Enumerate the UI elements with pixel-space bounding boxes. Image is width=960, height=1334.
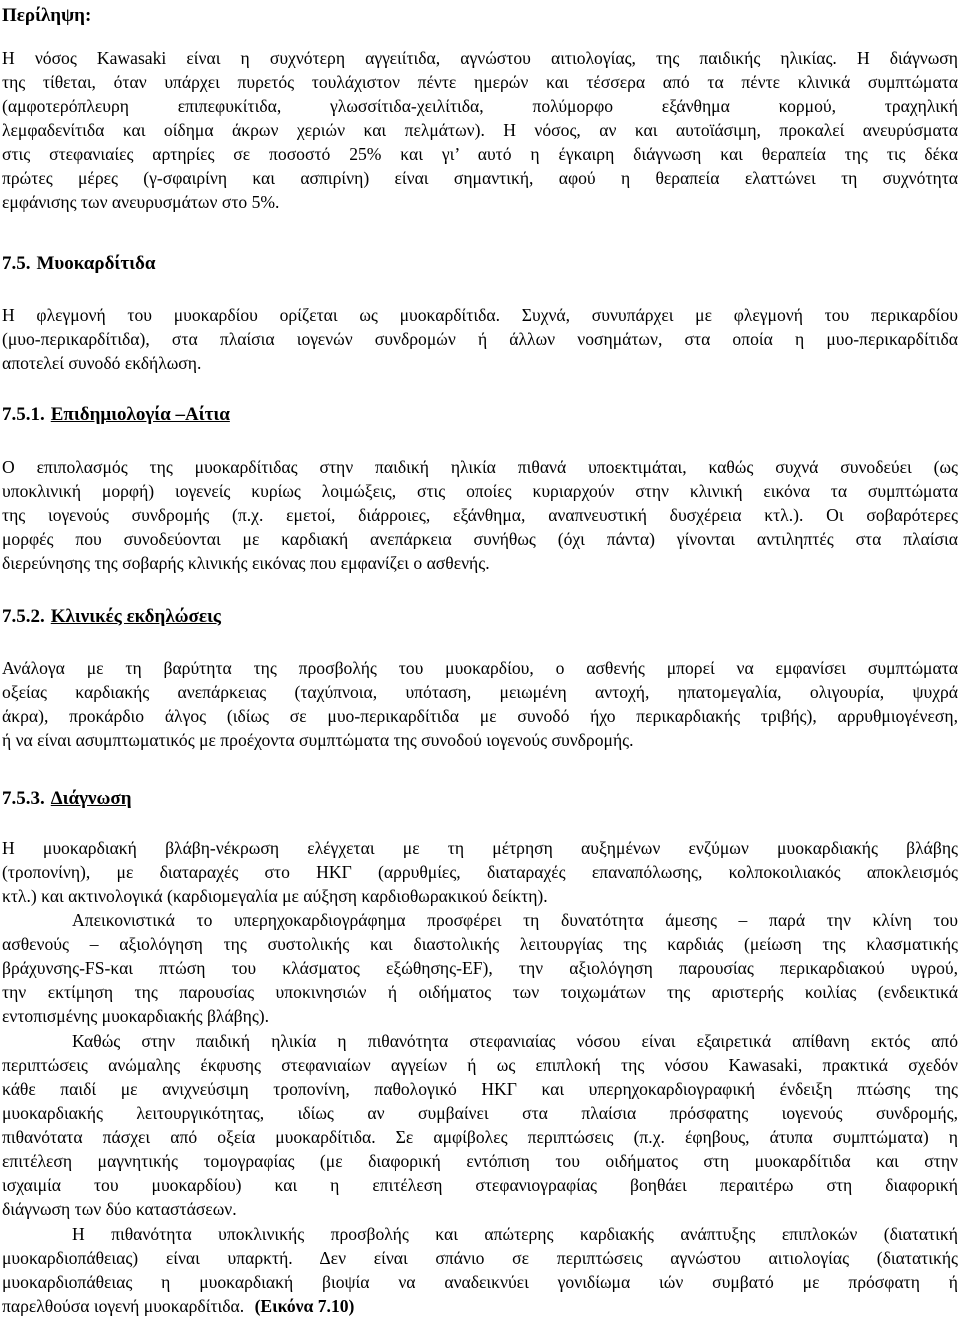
paragraph-line: Η φλεγμονή του μυοκαρδίου ορίζεται ως μυοκαρδίτιδα. Συχνά, συνυπάρχει με φλεγμονή του περικαρδίου (2, 305, 958, 325)
subsection-number: 7.5.2. (2, 606, 45, 627)
figure-reference: (Εικόνα 7.10) (254, 1296, 355, 1316)
paragraph-line: Η πιθανότητα υποκλινικής προσβολής και απώτερης καρδιακής ανάπτυξης επιπλοκών (διατατική (72, 1224, 958, 1244)
subsection-number: 7.5.3. (2, 788, 45, 809)
paragraph-line: (τροπονίνη), με διαταραχές στο ΗΚΓ (αρρυθμίες, διαταραχές επαναπόλωσης, κολποκοιλιακός αποκλεισμός (2, 862, 958, 882)
paragraph-line: διάγνωση των δύο καταστάσεων. (2, 1199, 237, 1219)
paragraph-line: διερεύνησης της σοβαρής κλινικής εικόνας που εμφανίζει ο ασθενής. (2, 553, 490, 573)
subsection-heading (2, 787, 132, 811)
section-title: Μυοκαρδίτιδα (36, 253, 156, 274)
paragraph-line: υποκλινική μορφή) ιογενείς κυρίως λοιμώξεις, στις οποίες κυριαρχούν στην κλινική εικόνα τα συμπτώματα (2, 481, 958, 501)
paragraph-text: παρελθούσα ιογενή μυοκαρδίτιδα. (2, 1296, 245, 1316)
paragraph-line: άκρα), προκάρδιο άλγος (ιδίως σε μυο-περικαρδίτιδα με συνοδό ήχο περικαρδιακής τριβής), αρρυθμιογένεση, (2, 706, 958, 726)
paragraph-line: περιπτώσεις ανώμαλης έκφυσης στεφανιαίων αγγείων ή ως επιπλοκή της νόσου Kawasaki, πρακτικά σχεδόν (2, 1055, 958, 1075)
summary-line: εμφάνισης των ανευρυσμάτων στο 5%. (2, 192, 280, 212)
summary-line: (αμφοτερόπλευρη επιπεφυκίτιδα, γλωσσίτιδα-χειλίτιδα, πολύμορφο εξάνθημα κορμού, τραχηλική (2, 96, 958, 116)
paragraph-line: την εκτίμηση της παρουσίας υποκινησιών ή οιδήματος των τοιχωμάτων της αριστερής κοιλίας (ενδεικτικά (2, 982, 958, 1002)
paragraph-line: πιθανότατα πάσχει από οξεία μυοκαρδίτιδα. Σε αμφίβολες περιπτώσεις (π.χ. έφηβους, άτυπα συμπτώματα) η (2, 1127, 958, 1147)
paragraph-line: ή να είναι ασυμπτωματικός με προέχοντα συμπτώματα της συνοδού ιογενούς συνδρομής. (2, 730, 634, 750)
subsection-heading (2, 605, 221, 629)
paragraph-line: (μυο-περικαρδίτιδα), στα πλαίσια ιογενών συνδρομών ή άλλων νοσημάτων, στα οποία η μυο-περικαρδίτιδα (2, 329, 958, 349)
paragraph-line: ασθενούς – αξιολόγηση της συστολικής και διαστολικής λειτουργίας της καρδιάς (μείωση της κλασματικής (2, 934, 958, 954)
subsection-heading (2, 403, 230, 427)
paragraph-line: Απεικονιστικά το υπερηχοκαρδιογράφημα προσφέρει τη δυνατότητα άμεσης – παρά την κλίνη του (72, 910, 958, 930)
summary-line: πρώτες μέρες (γ-σφαιρίνη και ασπιρίνη) είναι σημαντική, αφού η θεραπεία ελαττώνει τη συχνότητα (2, 168, 958, 188)
paragraph-line: κάθε παιδί με ανιχνεύσιμη τροπονίνη, παθολογικό ΗΚΓ και υπερηχοκαρδιογραφική ένδειξη πτώσης της (2, 1079, 958, 1099)
section-number: 7.5. (2, 253, 31, 274)
summary-line: της τίθεται, όταν υπάρχει πυρετός τουλάχιστον πέντε ημερών και τέσσερα από τα πέντε κλινικά συμπτώματα (2, 72, 958, 92)
subsection-title: Κλινικές εκδηλώσεις (50, 606, 221, 627)
summary-line: στις στεφανιαίες αρτηρίες σε ποσοστό 25% και γι’ αυτό η έγκαιρη διάγνωση και θεραπεία της τις δέκα (2, 144, 958, 164)
paragraph-line: Καθώς στην παιδική ηλικία η πιθανότητα στεφανιαίας νόσου είναι εξαιρετικά απίθανη εκτός από (72, 1031, 958, 1051)
paragraph-line: μυοκαρδιακής λειτουργικότητας, ιδίως αν συμβαίνει στα πλαίσια πρόσφατης ιογενούς συνδρομής, (2, 1103, 958, 1123)
subsection-number: 7.5.1. (2, 404, 45, 425)
paragraph-line: επιτέλεση μαγνητικής τομογραφίας (με διαφορική εντόπιση του οιδήματος στη μυοκαρδίτιδα και στην (2, 1151, 958, 1171)
section-heading (2, 252, 155, 276)
paragraph-line: οξείας καρδιακής ανεπάρκειας (ταχύπνοια, υπόταση, μειωμένη αντοχή, ηπατομεγαλία, ολιγουρία, ψυχρά (2, 682, 958, 702)
paragraph-line: αποτελεί συνοδό εκδήλωση. (2, 353, 202, 373)
paragraph-line: μορφές που συνοδεύονται με καρδιακή ανεπάρκεια συνήθως (όχι πάντα) γίνονται αντιληπτές στα πλαίσια (2, 529, 958, 549)
paragraph-line: Η μυοκαρδιακή βλάβη-νέκρωση ελέγχεται με τη μέτρηση αυξημένων ενζύμων μυοκαρδιακής βλάβης (2, 838, 958, 858)
paragraph-line: εντοπισμένης μυοκαρδιακής βλάβης). (2, 1006, 270, 1026)
paragraph-line (2, 1294, 958, 1318)
subsection-title: Επιδημιολογία –Αίτια (50, 404, 230, 425)
paragraph-line: βράχυνσης-FS-και πτώση του κλάσματος εξώθησης-EF), την αξιολόγηση παρουσίας περικαρδιακού υγρού, (2, 958, 958, 978)
paragraph-line: της ιογενούς συνδρομής (π.χ. εμετοί, διάρροιες, εξάνθημα, αναπνευστική δυσχέρεια κτλ.). Οι σοβαρότερες (2, 505, 958, 525)
summary-heading: Περίληψη: (2, 5, 92, 26)
paragraph-line: Ο επιπολασμός της μυοκαρδίτιδας στην παιδική ηλικία πιθανά υποεκτιμάται, καθώς συχνά συνοδεύει (ως (2, 457, 958, 477)
paragraph-line: ισχαιμία του μυοκαρδίου) και η επιτέλεση στεφανιογραφίας βοηθάει περαιτέρω στη διαφορική (2, 1175, 958, 1195)
summary-line: λεμφαδενίτιδα και οίδημα άκρων χεριών και πελμάτων). Η νόσος, αν και αυτοϊάσιμη, προκαλεί ανευρύσματα (2, 120, 958, 140)
subsection-title: Διάγνωση (50, 788, 132, 809)
paragraph-line: Ανάλογα με τη βαρύτητα της προσβολής του μυοκαρδίου, ο ασθενής μπορεί να εμφανίσει συμπτώματα (2, 658, 958, 678)
paragraph-line: κτλ.) και ακτινολογικά (καρδιομεγαλία με αύξηση καρδιοθωρακικού δείκτη). (2, 886, 548, 906)
paragraph-line: μυοκαρδιοπάθειας η μυοκαρδιακή βιοψία να αναδεικνύει γονιδίωμα ιών συμβατό με πρόσφατη ή (2, 1272, 958, 1292)
summary-line: Η νόσος Kawasaki είναι η συχνότερη αγγειίτιδα, αγνώστου αιτιολογίας, της παιδικής ηλικίας. Η διάγνωση (2, 48, 958, 68)
paragraph-line: μυοκαρδιοπάθειας) είναι υπαρκτή. Δεν είναι σπάνιο σε περιπτώσεις αγνώστου αιτιολογίας (διατατικής (2, 1248, 958, 1268)
